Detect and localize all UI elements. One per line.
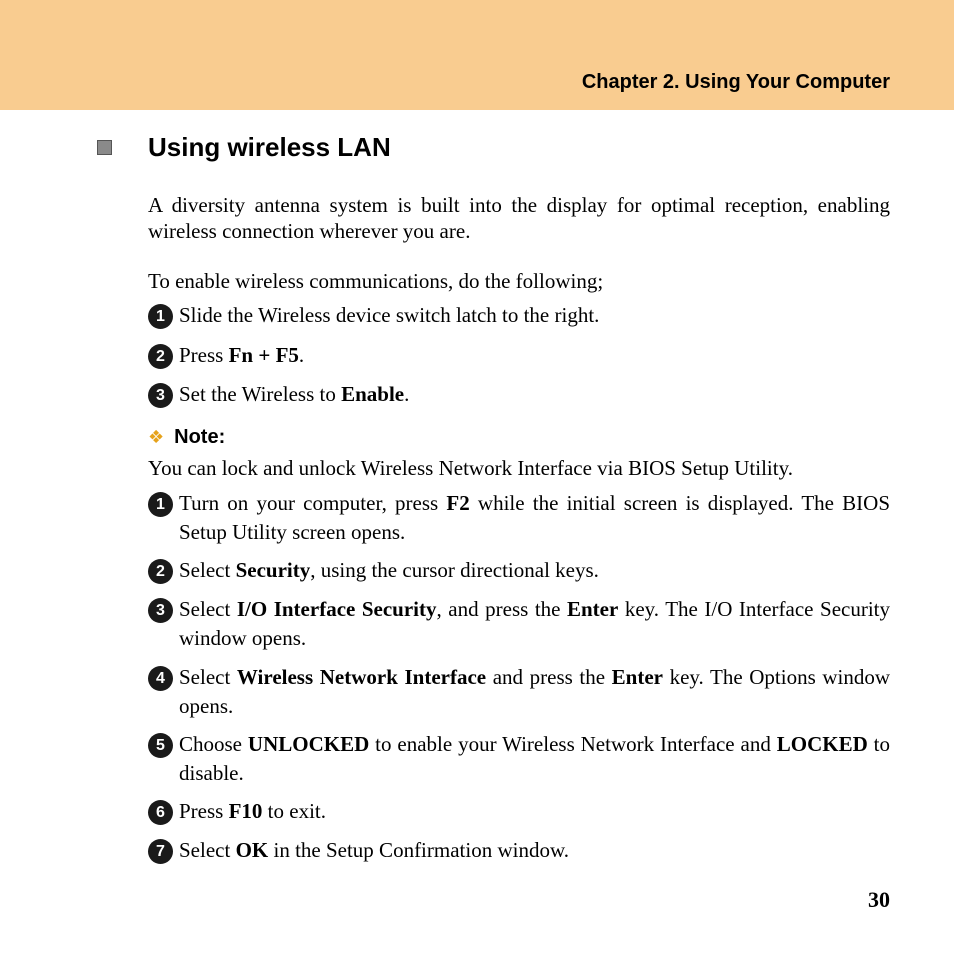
bios-step-1 bbox=[148, 489, 890, 547]
step-number-icon: 1 bbox=[148, 492, 173, 517]
page-number: 30 bbox=[868, 887, 890, 912]
step-text: Select I/O Interface Security, and press the Enter key. The I/O Interface Security window opens. bbox=[179, 597, 890, 650]
enable-step-2 bbox=[148, 341, 890, 370]
step-text: Press Fn + F5. bbox=[179, 343, 305, 367]
enable-step-1 bbox=[148, 301, 890, 330]
step-number-icon: 5 bbox=[148, 733, 173, 758]
enable-step-3 bbox=[148, 380, 890, 409]
step-text: Select OK in the Setup Confirmation window. bbox=[179, 838, 570, 862]
step-text: Set the Wireless to Enable. bbox=[179, 382, 410, 406]
step-text: Select Security, using the cursor directional keys. bbox=[179, 558, 599, 582]
note-heading bbox=[148, 424, 225, 450]
step-number-icon: 3 bbox=[148, 598, 173, 623]
section-title: Using wireless LAN bbox=[148, 132, 391, 162]
bios-step-2 bbox=[148, 556, 890, 585]
note-text: You can lock and unlock Wireless Network Interface via BIOS Setup Utility. bbox=[148, 456, 793, 480]
step-text: Slide the Wireless device switch latch to the right. bbox=[179, 303, 600, 327]
bios-step-5 bbox=[148, 730, 890, 788]
step-number-icon: 2 bbox=[148, 344, 173, 369]
step-text: Choose UNLOCKED to enable your Wireless Network Interface and LOCKED to disable. bbox=[179, 732, 891, 785]
chapter-title: Chapter 2. Using Your Computer bbox=[581, 71, 890, 93]
step-number-icon: 7 bbox=[148, 839, 173, 864]
step-number-icon: 1 bbox=[148, 304, 173, 329]
bios-step-7 bbox=[148, 836, 890, 865]
bios-step-3 bbox=[148, 595, 890, 653]
instruction-paragraph: To enable wireless communications, do the following; bbox=[148, 269, 604, 293]
step-text: Press F10 to exit. bbox=[179, 799, 326, 823]
step-number-icon: 2 bbox=[148, 559, 173, 584]
step-text: Turn on your computer, press F2 while the initial screen is displayed. The BIOS Setup Utility screen opens. bbox=[179, 491, 890, 544]
note-label: Note: bbox=[174, 426, 226, 448]
step-number-icon: 6 bbox=[148, 800, 173, 825]
square-bullet-icon bbox=[97, 140, 112, 155]
step-number-icon: 3 bbox=[148, 383, 173, 408]
bios-step-4 bbox=[148, 663, 890, 721]
intro-paragraph: A diversity antenna system is built into the display for optimal reception, enabling wireless connection wherever you are. bbox=[148, 193, 890, 243]
step-number-icon: 4 bbox=[148, 666, 173, 691]
diamond-bullet-icon: ❖ bbox=[148, 427, 165, 447]
bios-step-6 bbox=[148, 797, 890, 826]
step-text: Select Wireless Network Interface and press the Enter key. The Options window opens. bbox=[179, 665, 891, 718]
